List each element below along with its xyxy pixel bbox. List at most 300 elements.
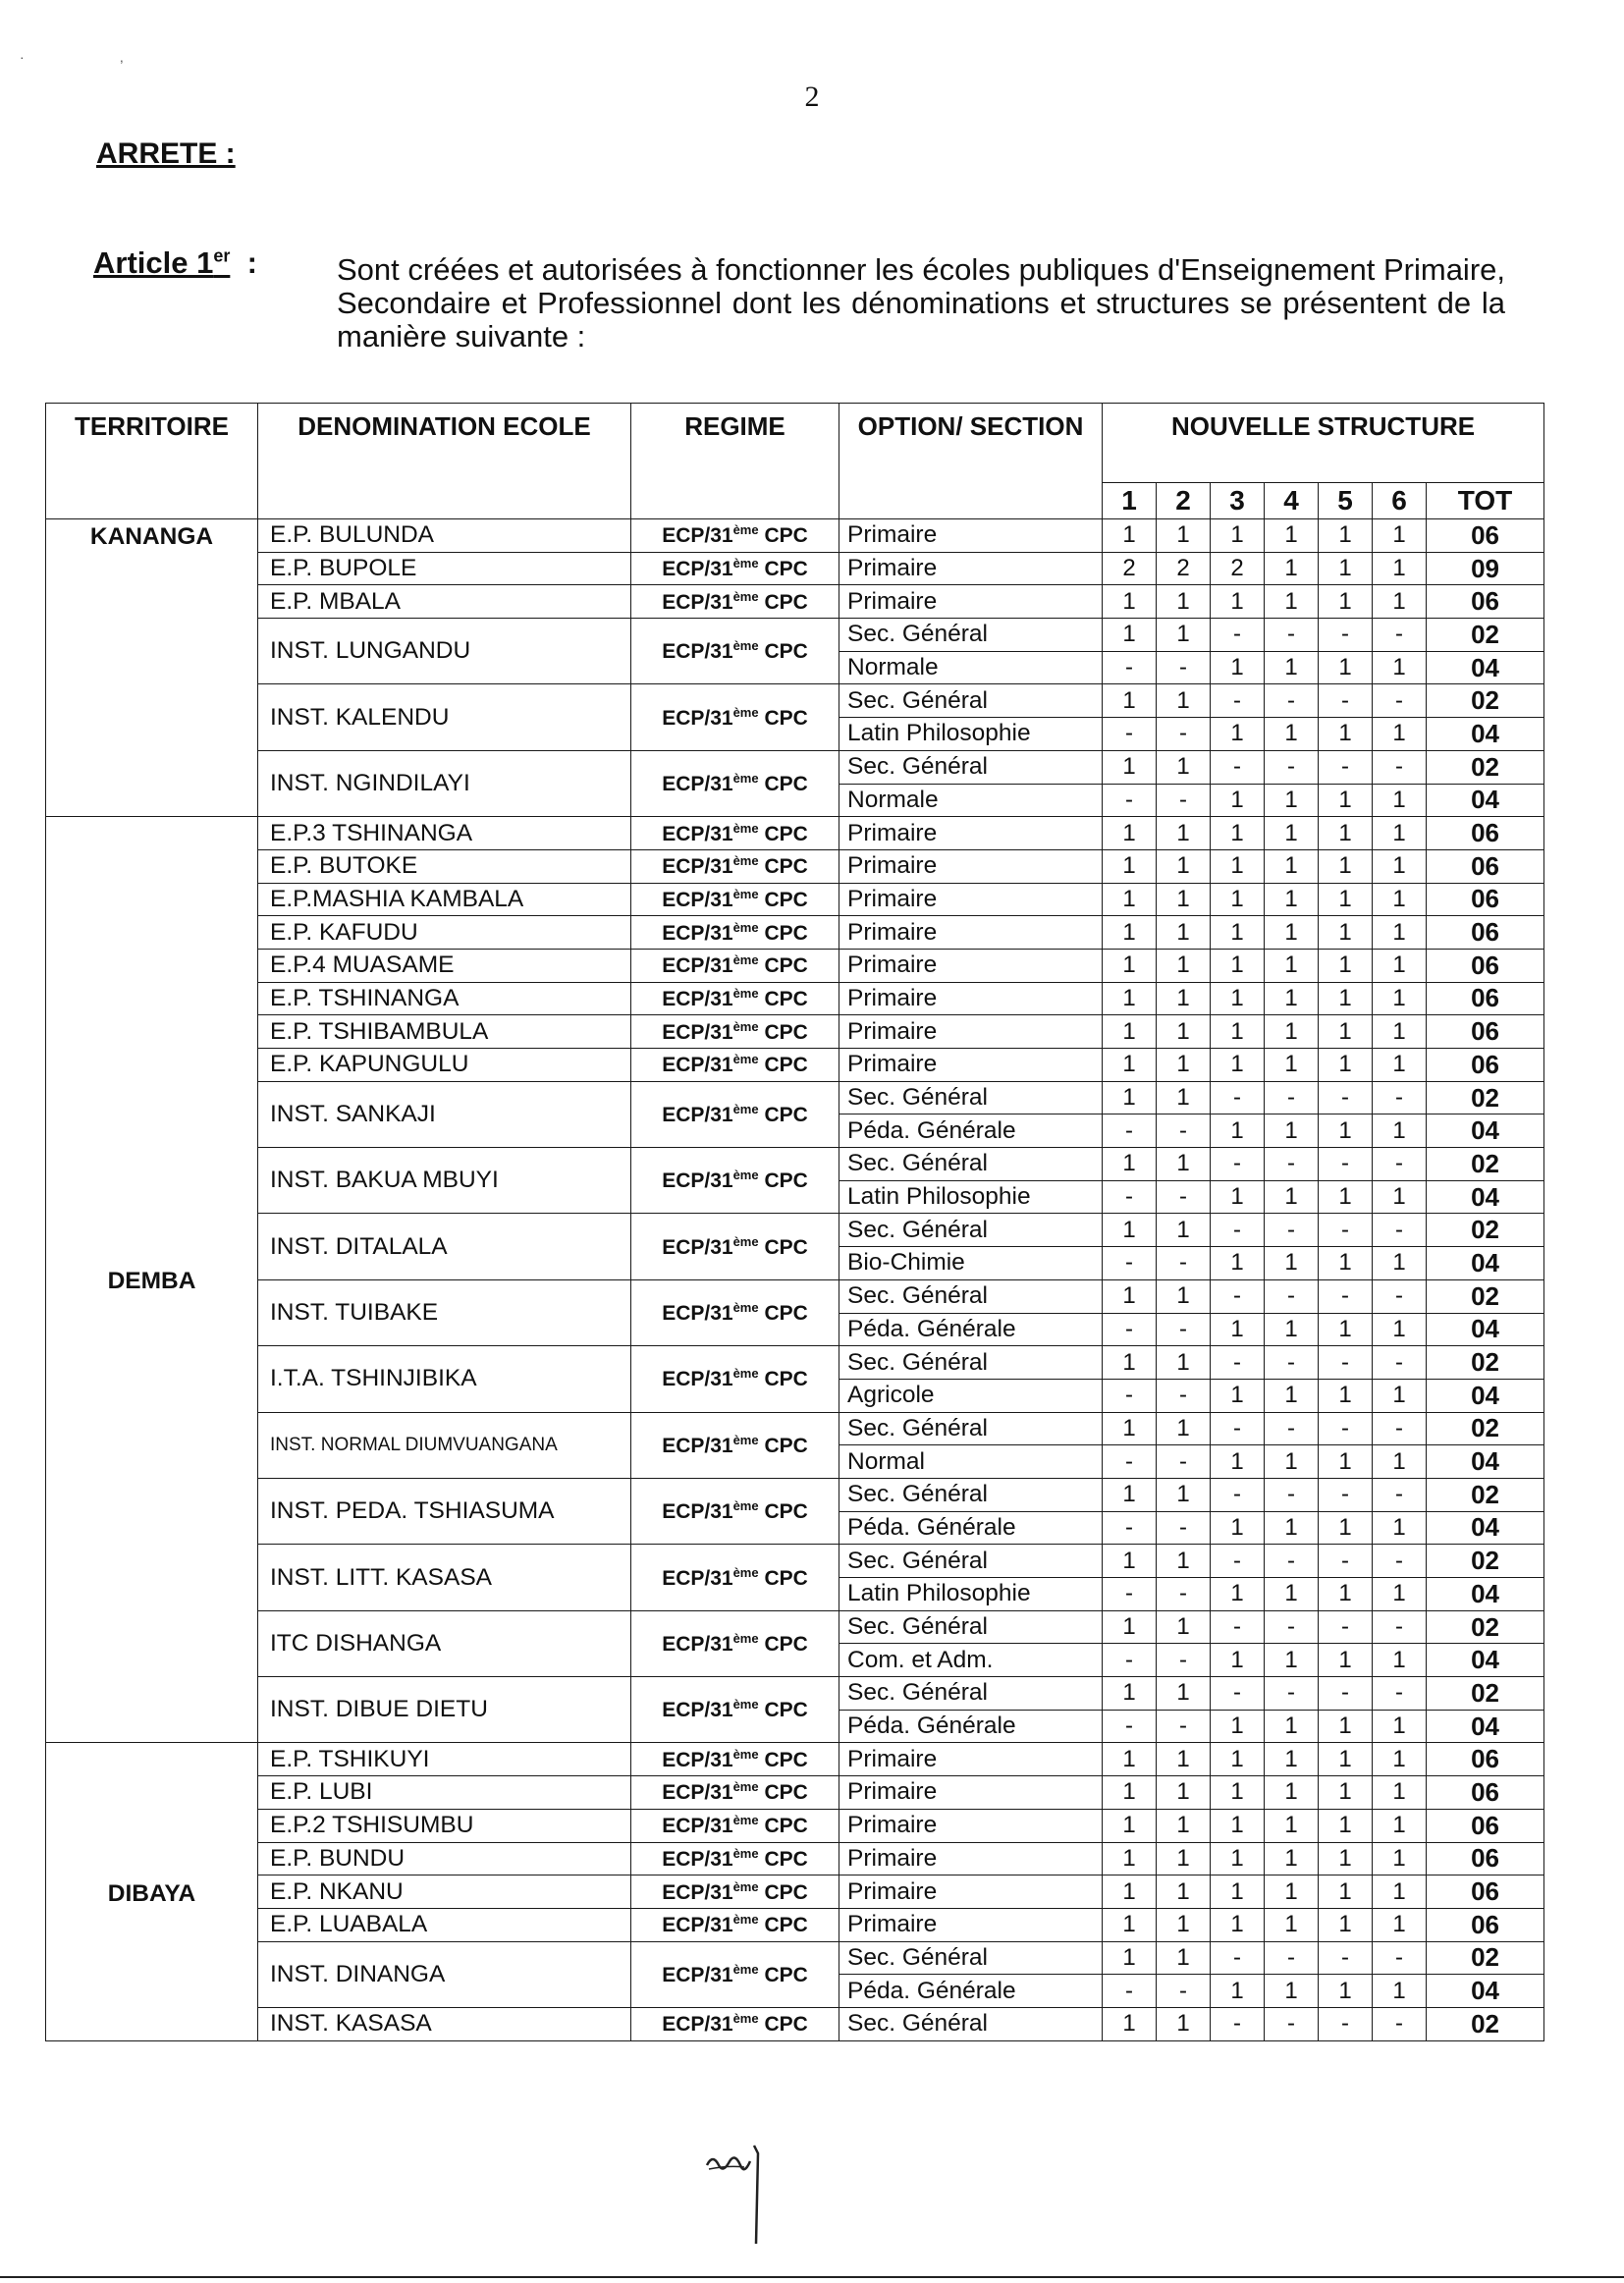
- structure-cell-2: -: [1157, 1114, 1211, 1148]
- structure-total-cell: 09: [1427, 552, 1544, 585]
- structure-cell-6: 1: [1373, 651, 1427, 684]
- structure-cell-6: -: [1373, 1346, 1427, 1380]
- regime-suffix: CPC: [764, 1847, 808, 1871]
- structure-cell-1: -: [1103, 1180, 1157, 1214]
- table-row: [46, 1610, 1544, 1644]
- option-cell: Sec. Général: [839, 684, 1103, 718]
- structure-cell-1: -: [1103, 718, 1157, 751]
- regime-sup: ème: [732, 1052, 759, 1067]
- structure-total-cell: 02: [1427, 1081, 1544, 1114]
- structure-total-cell: 04: [1427, 1578, 1544, 1611]
- regime-cell: [631, 1081, 839, 1147]
- structure-cell-1: 1: [1103, 1743, 1157, 1776]
- option-cell: Sec. Général: [839, 1346, 1103, 1380]
- structure-cell-5: -: [1319, 1346, 1373, 1380]
- structure-total-cell: 02: [1427, 1346, 1544, 1380]
- structure-total-cell: 02: [1427, 1279, 1544, 1313]
- table-row: [46, 1842, 1544, 1875]
- structure-cell-3: -: [1211, 1412, 1265, 1445]
- structure-cell-6: 1: [1373, 1908, 1427, 1941]
- page-specks: · ,: [20, 49, 124, 65]
- option-cell: Primaire: [839, 916, 1103, 950]
- structure-cell-2: 1: [1157, 1610, 1211, 1644]
- header-nouvelle-structure: NOUVELLE STRUCTURE: [1103, 404, 1544, 483]
- option-cell: Normal: [839, 1445, 1103, 1479]
- structure-cell-2: 1: [1157, 1677, 1211, 1711]
- structure-total-cell: 02: [1427, 1412, 1544, 1445]
- option-cell: Bio-Chimie: [839, 1247, 1103, 1280]
- structure-cell-6: 1: [1373, 982, 1427, 1015]
- structure-cell-2: 1: [1157, 949, 1211, 982]
- regime-text: ECP/31: [662, 1847, 733, 1871]
- option-cell: Primaire: [839, 1809, 1103, 1842]
- header-denomination: DENOMINATION ECOLE: [258, 404, 631, 519]
- structure-cell-3: 1: [1211, 519, 1265, 553]
- option-cell: Primaire: [839, 1776, 1103, 1810]
- regime-cell: [631, 883, 839, 916]
- regime-cell: [631, 1776, 839, 1810]
- structure-cell-6: 1: [1373, 1710, 1427, 1743]
- structure-cell-6: 1: [1373, 817, 1427, 850]
- school-name-cell: E.P.4 MUASAME: [258, 949, 631, 982]
- regime-sup: ème: [732, 886, 759, 901]
- option-cell: Primaire: [839, 1908, 1103, 1941]
- structure-total-cell: 04: [1427, 1644, 1544, 1677]
- regime-sup: ème: [732, 704, 759, 720]
- option-cell: Primaire: [839, 552, 1103, 585]
- structure-total-cell: 06: [1427, 1015, 1544, 1049]
- regime-sup: ème: [732, 1498, 759, 1514]
- regime-suffix: CPC: [764, 640, 808, 664]
- option-cell: Latin Philosophie: [839, 718, 1103, 751]
- structure-cell-2: -: [1157, 1379, 1211, 1412]
- school-name-cell: INST. KASASA: [258, 2007, 631, 2040]
- option-cell: Primaire: [839, 849, 1103, 883]
- article-label-colon: :: [246, 245, 257, 280]
- structure-cell-2: 1: [1157, 1545, 1211, 1578]
- option-cell: Sec. Général: [839, 1148, 1103, 1181]
- header-col-6: 6: [1373, 483, 1427, 519]
- regime-sup: ème: [732, 1961, 759, 1977]
- regime-sup: ème: [732, 771, 759, 786]
- structure-cell-2: 1: [1157, 1941, 1211, 1975]
- structure-cell-2: 1: [1157, 1743, 1211, 1776]
- structure-cell-5: 1: [1319, 949, 1373, 982]
- structure-cell-6: -: [1373, 1279, 1427, 1313]
- structure-cell-2: -: [1157, 1445, 1211, 1479]
- structure-cell-3: 1: [1211, 849, 1265, 883]
- option-cell: Primaire: [839, 1743, 1103, 1776]
- structure-cell-3: 1: [1211, 1379, 1265, 1412]
- structure-total-cell: 02: [1427, 1545, 1544, 1578]
- structure-total-cell: 06: [1427, 1875, 1544, 1909]
- regime-text: ECP/31: [662, 558, 733, 581]
- table-row: [46, 849, 1544, 883]
- structure-cell-6: 1: [1373, 519, 1427, 553]
- structure-cell-2: 1: [1157, 883, 1211, 916]
- structure-cell-4: 1: [1265, 982, 1319, 1015]
- header-regime: REGIME: [631, 404, 839, 519]
- structure-cell-2: -: [1157, 1578, 1211, 1611]
- school-name-cell: INST. DITALALA: [258, 1214, 631, 1279]
- regime-sup: ème: [732, 1878, 759, 1894]
- table-row: [46, 1478, 1544, 1511]
- bottom-border-line: [0, 2276, 1624, 2278]
- regime-text: ECP/31: [662, 773, 733, 795]
- structure-cell-3: -: [1211, 1610, 1265, 1644]
- header-col-5: 5: [1319, 483, 1373, 519]
- structure-cell-2: 1: [1157, 585, 1211, 619]
- structure-cell-6: 1: [1373, 849, 1427, 883]
- structure-cell-3: -: [1211, 1279, 1265, 1313]
- structure-total-cell: 06: [1427, 916, 1544, 950]
- regime-sup: ème: [732, 820, 759, 836]
- structure-cell-4: 1: [1265, 651, 1319, 684]
- structure-cell-6: 1: [1373, 1578, 1427, 1611]
- structure-cell-6: -: [1373, 1214, 1427, 1247]
- structure-cell-2: -: [1157, 718, 1211, 751]
- option-cell: Sec. Général: [839, 1412, 1103, 1445]
- structure-cell-3: -: [1211, 684, 1265, 718]
- structure-cell-4: 1: [1265, 849, 1319, 883]
- regime-suffix: CPC: [764, 1566, 808, 1590]
- territoire-cell: DEMBA: [46, 817, 258, 1743]
- structure-cell-1: 1: [1103, 1346, 1157, 1380]
- structure-total-cell: 04: [1427, 784, 1544, 817]
- structure-cell-2: -: [1157, 1975, 1211, 2008]
- structure-cell-1: -: [1103, 1644, 1157, 1677]
- structure-cell-4: -: [1265, 1081, 1319, 1114]
- structure-cell-3: 1: [1211, 916, 1265, 950]
- structure-cell-3: 1: [1211, 1743, 1265, 1776]
- regime-sup: ème: [732, 2011, 759, 2027]
- structure-cell-5: 1: [1319, 1776, 1373, 1810]
- structure-cell-5: -: [1319, 1545, 1373, 1578]
- regime-suffix: CPC: [764, 1632, 808, 1656]
- regime-suffix: CPC: [764, 1815, 808, 1838]
- structure-cell-1: 1: [1103, 619, 1157, 652]
- structure-cell-2: 1: [1157, 1049, 1211, 1082]
- structure-cell-2: -: [1157, 1313, 1211, 1346]
- structure-cell-3: 1: [1211, 1445, 1265, 1479]
- regime-sup: ème: [732, 588, 759, 604]
- structure-total-cell: 02: [1427, 1610, 1544, 1644]
- structure-cell-6: -: [1373, 619, 1427, 652]
- structure-cell-2: -: [1157, 1644, 1211, 1677]
- territoire-cell: DIBAYA: [46, 1743, 258, 2040]
- structure-cell-5: 1: [1319, 1908, 1373, 1941]
- structure-cell-4: 1: [1265, 1908, 1319, 1941]
- structure-cell-6: -: [1373, 684, 1427, 718]
- structure-cell-2: 1: [1157, 1081, 1211, 1114]
- school-name-cell: E.P. TSHIKUYI: [258, 1743, 631, 1776]
- structure-total-cell: 06: [1427, 982, 1544, 1015]
- regime-suffix: CPC: [764, 590, 808, 614]
- structure-cell-3: 1: [1211, 1908, 1265, 1941]
- regime-text: ECP/31: [662, 822, 733, 845]
- structure-cell-4: 1: [1265, 1180, 1319, 1214]
- structure-cell-5: -: [1319, 1941, 1373, 1975]
- structure-cell-5: 1: [1319, 849, 1373, 883]
- regime-suffix: CPC: [764, 2013, 808, 2037]
- structure-cell-1: -: [1103, 784, 1157, 817]
- structure-cell-5: 1: [1319, 1842, 1373, 1875]
- regime-suffix: CPC: [764, 1963, 808, 1986]
- regime-suffix: CPC: [764, 1880, 808, 1904]
- school-name-cell: INST. NGINDILAYI: [258, 750, 631, 816]
- regime-cell: [631, 552, 839, 585]
- structure-cell-4: 1: [1265, 817, 1319, 850]
- option-cell: Primaire: [839, 1015, 1103, 1049]
- structure-cell-6: 1: [1373, 718, 1427, 751]
- structure-cell-3: 1: [1211, 817, 1265, 850]
- structure-cell-3: -: [1211, 1081, 1265, 1114]
- structure-cell-2: 1: [1157, 1908, 1211, 1941]
- table-row: [46, 684, 1544, 718]
- table-row: [46, 1809, 1544, 1842]
- regime-cell: [631, 750, 839, 816]
- structure-cell-3: 1: [1211, 982, 1265, 1015]
- structure-cell-5: 1: [1319, 1015, 1373, 1049]
- structure-cell-3: 1: [1211, 1247, 1265, 1280]
- structure-cell-1: -: [1103, 1975, 1157, 2008]
- structure-cell-4: -: [1265, 1610, 1319, 1644]
- structure-cell-1: -: [1103, 1247, 1157, 1280]
- structure-cell-1: 1: [1103, 1809, 1157, 1842]
- structure-cell-2: -: [1157, 651, 1211, 684]
- school-name-cell: INST. LUNGANDU: [258, 619, 631, 684]
- school-name-cell: E.P. LUABALA: [258, 1908, 631, 1941]
- school-name-cell: E.P. MBALA: [258, 585, 631, 619]
- school-name-cell: ITC DISHANGA: [258, 1610, 631, 1676]
- structure-cell-1: 1: [1103, 1776, 1157, 1810]
- structure-cell-1: 1: [1103, 1049, 1157, 1082]
- structure-cell-1: 1: [1103, 1478, 1157, 1511]
- structure-cell-2: 1: [1157, 817, 1211, 850]
- structure-cell-3: 1: [1211, 1875, 1265, 1909]
- regime-text: ECP/31: [662, 1103, 733, 1126]
- structure-cell-5: 1: [1319, 1114, 1373, 1148]
- structure-cell-3: -: [1211, 1545, 1265, 1578]
- structure-cell-1: 1: [1103, 585, 1157, 619]
- regime-suffix: CPC: [764, 558, 808, 581]
- regime-text: ECP/31: [662, 1914, 733, 1937]
- school-name-cell: INST. SANKAJI: [258, 1081, 631, 1147]
- school-name-cell: E.P.3 TSHINANGA: [258, 817, 631, 850]
- structure-total-cell: 04: [1427, 1379, 1544, 1412]
- structure-cell-2: 1: [1157, 1478, 1211, 1511]
- structure-cell-2: 1: [1157, 619, 1211, 652]
- option-cell: Péda. Générale: [839, 1511, 1103, 1545]
- structure-cell-2: 1: [1157, 1776, 1211, 1810]
- structure-cell-1: 1: [1103, 1875, 1157, 1909]
- option-cell: Sec. Général: [839, 1545, 1103, 1578]
- structure-cell-3: -: [1211, 1148, 1265, 1181]
- school-name-cell: INST. BAKUA MBUYI: [258, 1148, 631, 1214]
- structure-cell-5: 1: [1319, 1049, 1373, 1082]
- regime-text: ECP/31: [662, 1815, 733, 1838]
- table-row: [46, 1049, 1544, 1082]
- regime-sup: ème: [732, 1432, 759, 1447]
- structure-cell-1: -: [1103, 1511, 1157, 1545]
- regime-suffix: CPC: [764, 855, 808, 879]
- structure-cell-2: 1: [1157, 1875, 1211, 1909]
- structure-cell-3: 1: [1211, 1710, 1265, 1743]
- table-row: [46, 619, 1544, 652]
- structure-cell-6: 1: [1373, 1809, 1427, 1842]
- structure-total-cell: 04: [1427, 1511, 1544, 1545]
- structure-cell-1: 1: [1103, 1214, 1157, 1247]
- structure-cell-4: 1: [1265, 585, 1319, 619]
- option-cell: Primaire: [839, 1049, 1103, 1082]
- structure-cell-4: -: [1265, 1677, 1319, 1711]
- structure-cell-5: 1: [1319, 883, 1373, 916]
- regime-sup: ème: [732, 638, 759, 654]
- structure-cell-5: 1: [1319, 1644, 1373, 1677]
- regime-suffix: CPC: [764, 1235, 808, 1259]
- signature: [699, 2136, 778, 2254]
- structure-total-cell: 02: [1427, 684, 1544, 718]
- structure-cell-4: 1: [1265, 718, 1319, 751]
- structure-cell-5: 1: [1319, 1710, 1373, 1743]
- structure-cell-4: -: [1265, 1478, 1319, 1511]
- option-cell: Sec. Général: [839, 1941, 1103, 1975]
- regime-text: ECP/31: [662, 1699, 733, 1722]
- structure-cell-5: 1: [1319, 718, 1373, 751]
- structure-total-cell: 02: [1427, 1478, 1544, 1511]
- regime-suffix: CPC: [764, 1434, 808, 1457]
- regime-suffix: CPC: [764, 1368, 808, 1391]
- structure-cell-6: 1: [1373, 552, 1427, 585]
- regime-cell: [631, 1214, 839, 1279]
- structure-cell-6: 1: [1373, 784, 1427, 817]
- structure-cell-1: 1: [1103, 1412, 1157, 1445]
- regime-suffix: CPC: [764, 1169, 808, 1193]
- regime-sup: ème: [732, 1779, 759, 1795]
- school-name-cell: INST. LITT. KASASA: [258, 1545, 631, 1610]
- school-name-cell: E.P. KAPUNGULU: [258, 1049, 631, 1082]
- structure-cell-3: -: [1211, 750, 1265, 784]
- school-name-cell: INST. KALENDU: [258, 684, 631, 750]
- structure-cell-6: 1: [1373, 1015, 1427, 1049]
- school-name-cell: E.P. BUTOKE: [258, 849, 631, 883]
- regime-sup: ème: [732, 1018, 759, 1034]
- regime-cell: [631, 585, 839, 619]
- regime-cell: [631, 519, 839, 553]
- regime-sup: ème: [732, 985, 759, 1001]
- regime-text: ECP/31: [662, 1368, 733, 1391]
- structure-cell-5: 1: [1319, 1578, 1373, 1611]
- structure-cell-5: 1: [1319, 817, 1373, 850]
- structure-total-cell: 06: [1427, 519, 1544, 553]
- regime-sup: ème: [732, 1697, 759, 1712]
- structure-cell-3: 1: [1211, 1049, 1265, 1082]
- option-cell: Sec. Général: [839, 619, 1103, 652]
- table-row: [46, 750, 1544, 784]
- structure-cell-6: 1: [1373, 1776, 1427, 1810]
- structure-cell-4: 1: [1265, 1015, 1319, 1049]
- structure-cell-2: -: [1157, 1511, 1211, 1545]
- option-cell: Péda. Générale: [839, 1975, 1103, 2008]
- structure-cell-1: 1: [1103, 750, 1157, 784]
- regime-text: ECP/31: [662, 921, 733, 945]
- structure-cell-4: 1: [1265, 1578, 1319, 1611]
- regime-sup: ème: [732, 1813, 759, 1828]
- structure-cell-3: -: [1211, 1677, 1265, 1711]
- structure-cell-4: 1: [1265, 1975, 1319, 2008]
- regime-sup: ème: [732, 1233, 759, 1249]
- regime-text: ECP/31: [662, 1632, 733, 1656]
- structure-total-cell: 02: [1427, 750, 1544, 784]
- structure-cell-5: 1: [1319, 982, 1373, 1015]
- table-row: [46, 1677, 1544, 1711]
- structure-cell-4: 1: [1265, 1445, 1319, 1479]
- structure-cell-6: -: [1373, 1478, 1427, 1511]
- structure-cell-4: -: [1265, 2007, 1319, 2040]
- option-cell: Agricole: [839, 1379, 1103, 1412]
- structure-cell-1: 1: [1103, 1908, 1157, 1941]
- regime-cell: [631, 949, 839, 982]
- territoire-cell: KANANGA: [46, 519, 258, 817]
- regime-sup: ème: [732, 522, 759, 538]
- structure-cell-3: 1: [1211, 1578, 1265, 1611]
- regime-suffix: CPC: [764, 773, 808, 795]
- structure-cell-4: 1: [1265, 1743, 1319, 1776]
- regime-text: ECP/31: [662, 1781, 733, 1805]
- regime-sup: ème: [732, 556, 759, 571]
- structure-cell-3: -: [1211, 1941, 1265, 1975]
- regime-suffix: CPC: [764, 954, 808, 978]
- school-name-cell: INST. TUIBAKE: [258, 1279, 631, 1345]
- structure-cell-1: 1: [1103, 849, 1157, 883]
- school-name-cell: E.P. KAFUDU: [258, 916, 631, 950]
- regime-text: ECP/31: [662, 1434, 733, 1457]
- structure-cell-1: 1: [1103, 1677, 1157, 1711]
- structure-cell-1: 1: [1103, 1610, 1157, 1644]
- structure-cell-4: -: [1265, 1346, 1319, 1380]
- regime-suffix: CPC: [764, 1302, 808, 1325]
- regime-text: ECP/31: [662, 706, 733, 730]
- structure-total-cell: 06: [1427, 1776, 1544, 1810]
- arrete-heading: ARRETE :: [96, 137, 236, 170]
- school-name-cell: E.P.MASHIA KAMBALA: [258, 883, 631, 916]
- regime-suffix: CPC: [764, 1699, 808, 1722]
- structure-cell-4: 1: [1265, 1247, 1319, 1280]
- school-name-cell: INST. NORMAL DIUMVUANGANA: [258, 1412, 631, 1478]
- table-row: [46, 1214, 1544, 1247]
- structure-cell-4: 1: [1265, 519, 1319, 553]
- regime-suffix: CPC: [764, 1103, 808, 1126]
- structure-cell-4: 1: [1265, 1313, 1319, 1346]
- schools-table: [45, 403, 1544, 2041]
- structure-cell-6: 1: [1373, 1875, 1427, 1909]
- regime-cell: [631, 1941, 839, 2007]
- structure-cell-5: -: [1319, 684, 1373, 718]
- structure-cell-5: 1: [1319, 1379, 1373, 1412]
- regime-suffix: CPC: [764, 1020, 808, 1044]
- structure-total-cell: 04: [1427, 1247, 1544, 1280]
- structure-cell-4: 1: [1265, 1710, 1319, 1743]
- regime-cell: [631, 1908, 839, 1941]
- structure-cell-2: 1: [1157, 519, 1211, 553]
- structure-cell-4: 1: [1265, 1776, 1319, 1810]
- structure-cell-5: -: [1319, 1081, 1373, 1114]
- structure-cell-1: 2: [1103, 552, 1157, 585]
- structure-total-cell: 04: [1427, 1313, 1544, 1346]
- structure-total-cell: 06: [1427, 585, 1544, 619]
- option-cell: Primaire: [839, 982, 1103, 1015]
- school-name-cell: E.P. NKANU: [258, 1875, 631, 1909]
